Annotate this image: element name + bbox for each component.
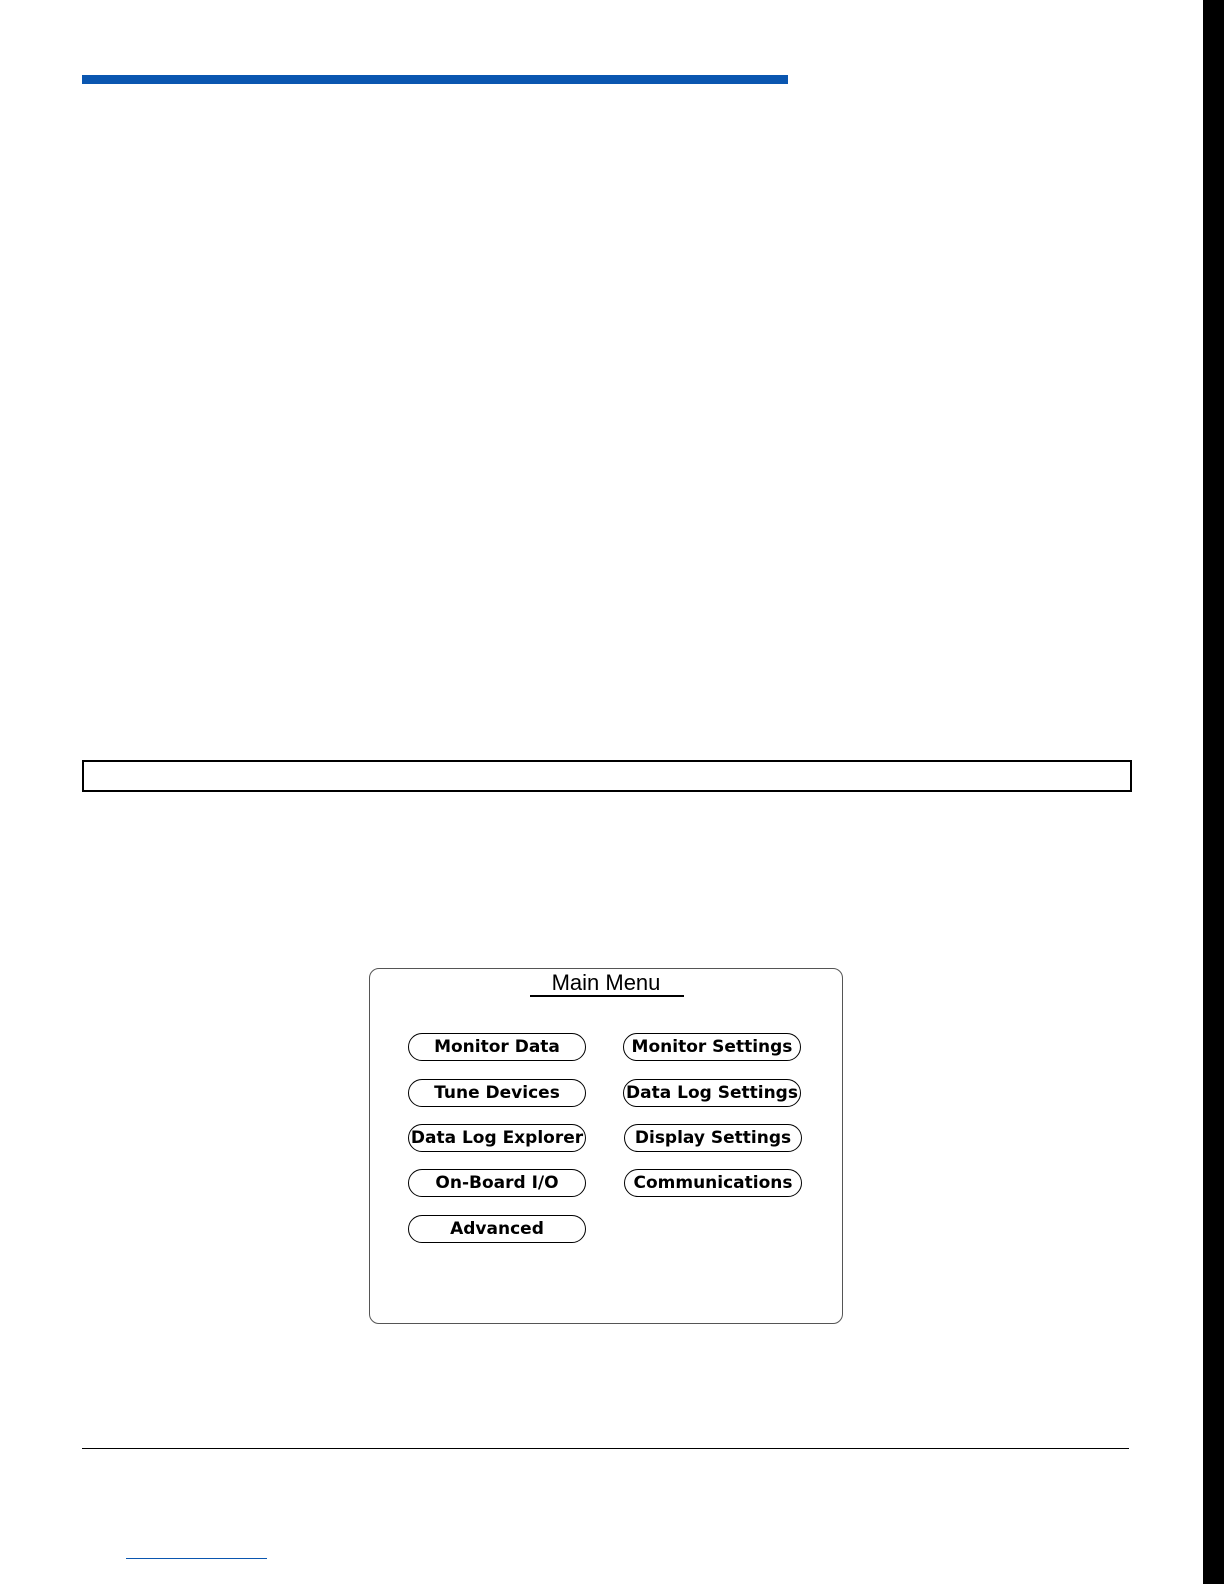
tune-devices-button[interactable]: Tune Devices [408,1079,586,1107]
main-menu-title: Main Menu [551,970,661,995]
monitor-settings-button[interactable]: Monitor Settings [623,1033,801,1061]
display-settings-button[interactable]: Display Settings [624,1124,802,1152]
on-board-io-button[interactable]: On-Board I/O [408,1169,586,1197]
advanced-button[interactable]: Advanced [408,1215,586,1243]
data-log-explorer-button[interactable]: Data Log Explorer [408,1124,586,1152]
header-accent-bar [82,75,788,84]
main-menu-screen [369,968,843,1324]
main-menu-title-underline [530,995,684,997]
communications-button[interactable]: Communications [624,1169,802,1197]
data-log-settings-button[interactable]: Data Log Settings [623,1079,801,1107]
boxed-separator [82,760,1132,792]
footer-link-underline [126,1558,267,1559]
footer-rule [82,1448,1129,1449]
monitor-data-button[interactable]: Monitor Data [408,1033,586,1061]
page-edge-tab [1203,0,1224,1584]
